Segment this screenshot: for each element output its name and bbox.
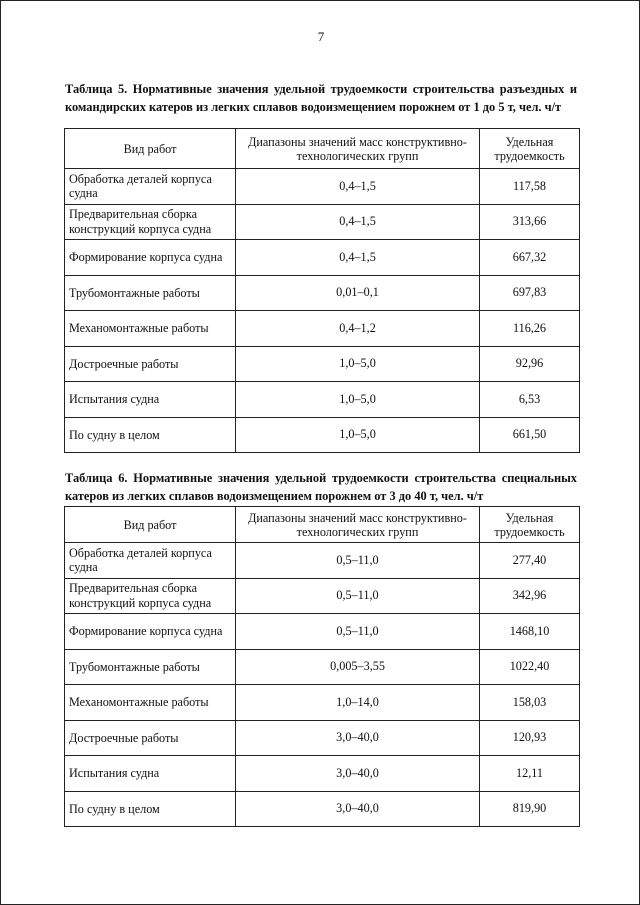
work-type-cell: Достроечные работы [65,346,236,382]
mass-range-cell: 1,0–5,0 [236,417,480,453]
mass-range-cell: 0,4–1,5 [236,169,480,205]
labor-intensity-cell: 117,58 [480,169,580,205]
work-type-cell: Испытания судна [65,756,236,792]
table-row [65,169,580,205]
mass-range-cell: 1,0–14,0 [236,685,480,721]
mass-range-cell: 0,5–11,0 [236,578,480,614]
table-row [65,614,580,650]
work-type-cell: Обработка деталей корпуса судна [65,169,236,205]
table-header-row [65,129,580,169]
table-row [65,578,580,614]
column-header-work-type: Вид работ [65,129,236,169]
mass-range-cell: 0,4–1,2 [236,311,480,347]
labor-intensity-cell: 819,90 [480,791,580,827]
labor-intensity-cell: 6,53 [480,382,580,418]
work-type-cell: Обработка деталей корпуса судна [65,543,236,579]
work-type-cell: Формирование корпуса судна [65,614,236,650]
mass-range-cell: 0,5–11,0 [236,543,480,579]
column-header-labor-intensity: Удельная трудоемкость [480,129,580,169]
work-type-cell: Механомонтажные работы [65,311,236,347]
page-number: 7 [317,29,325,44]
table-header-row [65,507,580,543]
table-row [65,685,580,721]
table-row [65,791,580,827]
mass-range-cell: 0,4–1,5 [236,240,480,276]
work-type-cell: Предварительная сборка конструкций корпуса судна [65,204,236,240]
labor-intensity-cell: 120,93 [480,720,580,756]
table-row [65,720,580,756]
table-row [65,240,580,276]
labor-intensity-cell: 1022,40 [480,649,580,685]
labor-intensity-cell: 697,83 [480,275,580,311]
work-type-cell: По судну в целом [65,791,236,827]
table-5-caption: Таблица 5. Нормативные значения удельной трудоемкости строительства разъездных и командирских катеров из легких сплавов водоизмещением порожнем от 1 до 5 т, чел. ч/т [65,82,577,114]
table-row [65,275,580,311]
labor-intensity-cell: 158,03 [480,685,580,721]
mass-range-cell: 1,0–5,0 [236,346,480,382]
labor-intensity-cell: 342,96 [480,578,580,614]
table-6 [64,506,580,827]
mass-range-cell: 1,0–5,0 [236,382,480,418]
table-row [65,346,580,382]
work-type-cell: По судну в целом [65,417,236,453]
work-type-cell: Трубомонтажные работы [65,649,236,685]
work-type-cell: Достроечные работы [65,720,236,756]
mass-range-cell: 3,0–40,0 [236,756,480,792]
work-type-cell: Испытания судна [65,382,236,418]
column-header-mass-range: Диапазоны значений масс конструктивно-технологических групп [236,507,480,543]
column-header-labor-intensity: Удельная трудоемкость [480,507,580,543]
labor-intensity-cell: 313,66 [480,204,580,240]
mass-range-cell: 0,01–0,1 [236,275,480,311]
work-type-cell: Трубомонтажные работы [65,275,236,311]
labor-intensity-cell: 667,32 [480,240,580,276]
table-6-caption: Таблица 6. Нормативные значения удельной трудоемкости строительства специальных катеров из легких сплавов водоизмещением порожнем от 3 до 40 т, чел. ч/т [65,471,577,503]
table-row [65,311,580,347]
table-row [65,382,580,418]
table-5 [64,128,580,453]
labor-intensity-cell: 92,96 [480,346,580,382]
table-row [65,204,580,240]
mass-range-cell: 0,005–3,55 [236,649,480,685]
table-row [65,756,580,792]
mass-range-cell: 3,0–40,0 [236,791,480,827]
column-header-work-type: Вид работ [65,507,236,543]
work-type-cell: Механомонтажные работы [65,685,236,721]
column-header-mass-range: Диапазоны значений масс конструктивно-технологических групп [236,129,480,169]
mass-range-cell: 0,5–11,0 [236,614,480,650]
labor-intensity-cell: 277,40 [480,543,580,579]
labor-intensity-cell: 661,50 [480,417,580,453]
mass-range-cell: 0,4–1,5 [236,204,480,240]
mass-range-cell: 3,0–40,0 [236,720,480,756]
labor-intensity-cell: 1468,10 [480,614,580,650]
table-row [65,649,580,685]
labor-intensity-cell: 12,11 [480,756,580,792]
labor-intensity-cell: 116,26 [480,311,580,347]
work-type-cell: Предварительная сборка конструкций корпуса судна [65,578,236,614]
work-type-cell: Формирование корпуса судна [65,240,236,276]
table-row [65,417,580,453]
table-row [65,543,580,579]
